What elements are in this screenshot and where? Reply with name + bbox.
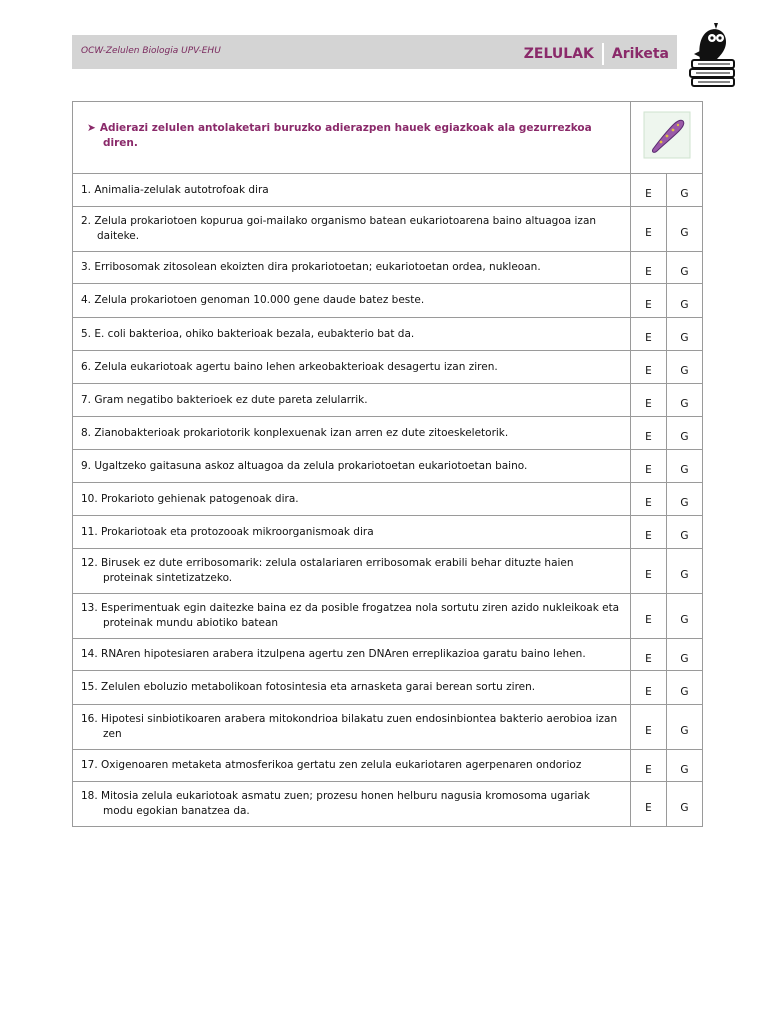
statement-row xyxy=(73,384,703,417)
answer-false-option[interactable]: G xyxy=(667,351,703,384)
statement-text: 3. Erribosomak zitosolean ekoizten dira prokariotoetan; eukariotoetan ordea, nukleoan. xyxy=(73,252,631,284)
header-separator xyxy=(602,43,604,65)
header-subtitle: Ariketa xyxy=(611,46,669,62)
statement-row xyxy=(73,549,703,594)
question-row xyxy=(73,102,703,174)
statement-text: 12. Birusek ez dute erribosomarik: zelula ostalariaren erribosomak erabili behar dituzte haien proteinak sintetizatzeko. xyxy=(73,549,631,594)
statement-row xyxy=(73,318,703,351)
statement-text: 10. Prokarioto gehienak patogenoak dira. xyxy=(73,483,631,516)
answer-true-option[interactable]: E xyxy=(631,705,667,750)
answer-true-option[interactable]: E xyxy=(631,417,667,450)
header-course-label: OCW-Zelulen Biologia UPV-EHU xyxy=(81,46,221,56)
answer-false-option[interactable]: G xyxy=(667,705,703,750)
answer-false-option[interactable]: G xyxy=(667,318,703,351)
answer-true-option[interactable]: E xyxy=(631,450,667,483)
answer-true-option[interactable]: E xyxy=(631,782,667,827)
answer-true-option[interactable]: E xyxy=(631,750,667,782)
statement-text: 13. Esperimentuak egin daitezke baina ez da posible frogatzea nola sortutu ziren azido nukleikoak eta proteinak mundu abiotiko batean xyxy=(73,594,631,639)
statement-row xyxy=(73,207,703,252)
answer-true-option[interactable]: E xyxy=(631,384,667,417)
answer-true-option[interactable]: E xyxy=(631,174,667,207)
statement-row xyxy=(73,417,703,450)
header-title: ZELULAK xyxy=(523,46,594,62)
answer-false-option[interactable]: G xyxy=(667,207,703,252)
statement-text: 8. Zianobakterioak prokariotorik konplexuenak izan arren ez dute zitoeskeletorik. xyxy=(73,417,631,450)
statement-text: 4. Zelula prokariotoen genoman 10.000 gene daude batez beste. xyxy=(73,284,631,318)
answer-false-option[interactable]: G xyxy=(667,671,703,705)
statement-row xyxy=(73,782,703,827)
statement-row xyxy=(73,284,703,318)
statement-row xyxy=(73,705,703,750)
header-title-group xyxy=(524,43,669,65)
answer-false-option[interactable]: G xyxy=(667,252,703,284)
answer-false-option[interactable]: G xyxy=(667,639,703,671)
statement-row xyxy=(73,351,703,384)
statement-row xyxy=(73,483,703,516)
statement-text: 1. Animalia-zelulak autotrofoak dira xyxy=(73,174,631,207)
answer-true-option[interactable]: E xyxy=(631,483,667,516)
question-title-cell xyxy=(73,102,631,174)
header-bar xyxy=(72,35,677,69)
answer-true-option[interactable]: E xyxy=(631,516,667,549)
answer-true-option[interactable]: E xyxy=(631,318,667,351)
question-image-cell xyxy=(631,102,703,174)
answer-true-option[interactable]: E xyxy=(631,284,667,318)
answer-false-option[interactable]: G xyxy=(667,516,703,549)
answer-true-option[interactable]: E xyxy=(631,252,667,284)
books-owl-icon xyxy=(686,20,742,90)
statement-text: 17. Oxigenoaren metaketa atmosferikoa gertatu zen zelula eukariotaren agerpenaren ondorioz xyxy=(73,750,631,782)
question-title: Adierazi zelulen antolaketari buruzko adierazpen hauek egiazkoak ala gezurrezkoa diren. xyxy=(99,121,592,149)
statement-row xyxy=(73,516,703,549)
statement-row xyxy=(73,639,703,671)
statement-text: 11. Prokariotoak eta protozooak mikroorganismoak dira xyxy=(73,516,631,549)
answer-false-option[interactable]: G xyxy=(667,782,703,827)
answer-false-option[interactable]: G xyxy=(667,284,703,318)
arrow-bullet-icon: ➤ xyxy=(87,121,96,134)
answer-true-option[interactable]: E xyxy=(631,639,667,671)
answer-true-option[interactable]: E xyxy=(631,549,667,594)
statement-text: 18. Mitosia zelula eukariotoak asmatu zuen; prozesu honen helburu nagusia kromosoma ugariak modu egokian banatzea da. xyxy=(73,782,631,827)
quiz-table xyxy=(72,101,703,827)
statement-text: 6. Zelula eukariotoak agertu baino lehen arkeobakterioak desagertu izan ziren. xyxy=(73,351,631,384)
statement-text: 14. RNAren hipotesiaren arabera itzulpena agertu zen DNAren erreplikazioa garatu baino lehen. xyxy=(73,639,631,671)
statement-row xyxy=(73,750,703,782)
statement-text: 15. Zelulen eboluzio metabolikoan fotosintesia eta arnasketa garai berean sortu ziren. xyxy=(73,671,631,705)
answer-true-option[interactable]: E xyxy=(631,207,667,252)
answer-true-option[interactable]: E xyxy=(631,671,667,705)
answer-false-option[interactable]: G xyxy=(667,549,703,594)
statement-row xyxy=(73,450,703,483)
statement-row xyxy=(73,252,703,284)
answer-false-option[interactable]: G xyxy=(667,384,703,417)
answer-false-option[interactable]: G xyxy=(667,750,703,782)
answer-false-option[interactable]: G xyxy=(667,483,703,516)
answer-false-option[interactable]: G xyxy=(667,450,703,483)
answer-true-option[interactable]: E xyxy=(631,594,667,639)
statement-row xyxy=(73,174,703,207)
answer-false-option[interactable]: G xyxy=(667,174,703,207)
statement-text: 7. Gram negatibo bakterioek ez dute pareta zelularrik. xyxy=(73,384,631,417)
answer-false-option[interactable]: G xyxy=(667,594,703,639)
statement-row xyxy=(73,594,703,639)
statement-text: 2. Zelula prokariotoen kopurua goi-mailako organismo batean eukariotoarena baino altuagoa izan daiteke. xyxy=(73,207,631,252)
statement-row xyxy=(73,671,703,705)
statement-text: 16. Hipotesi sinbiotikoaren arabera mitokondrioa bilakatu zuen endosinbiontea bakterio aerobioa izan zen xyxy=(73,705,631,750)
chromosome-image xyxy=(643,111,691,159)
statement-text: 5. E. coli bakterioa, ohiko bakterioak bezala, eubakterio bat da. xyxy=(73,318,631,351)
statement-text: 9. Ugaltzeko gaitasuna askoz altuagoa da zelula prokariotoetan eukariotoetan baino. xyxy=(73,450,631,483)
answer-true-option[interactable]: E xyxy=(631,351,667,384)
answer-false-option[interactable]: G xyxy=(667,417,703,450)
